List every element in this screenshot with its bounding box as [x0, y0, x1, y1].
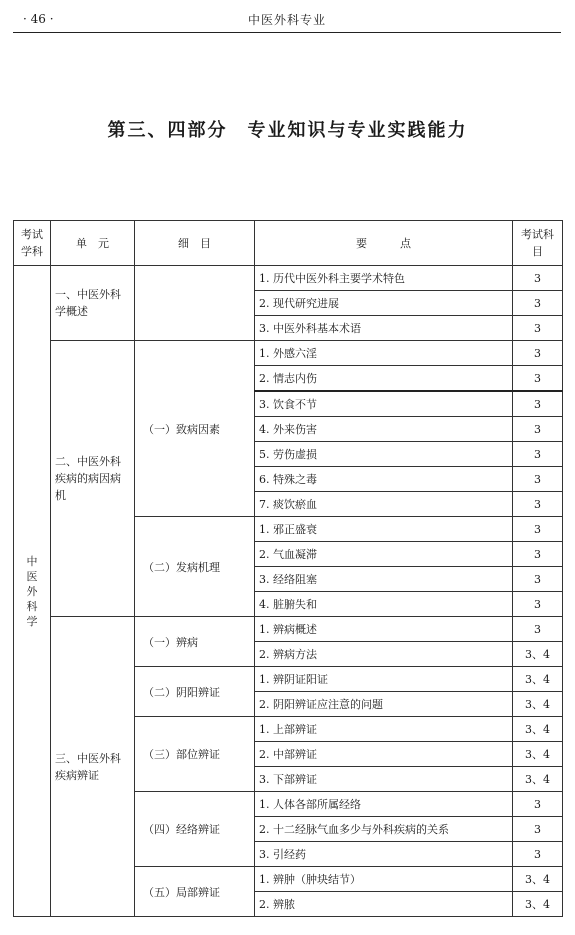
point-cell: 4. 脏腑失和: [255, 592, 513, 617]
level-cell: 3、4: [513, 767, 563, 792]
level-cell: 3: [513, 592, 563, 617]
level-cell: 3: [513, 316, 563, 341]
section-title: 第三、四部分 专业知识与专业实践能力: [107, 120, 468, 141]
point-cell: 2. 辨病方法: [255, 642, 513, 667]
point-cell: 1. 邪正盛衰: [255, 517, 513, 542]
level-cell: 3: [513, 291, 563, 316]
level-cell: 3: [513, 492, 563, 517]
level-cell: 3: [513, 542, 563, 567]
level-cell: 3: [513, 842, 563, 867]
point-cell: 3. 引经药: [255, 842, 513, 867]
header-unit: 单 元: [51, 221, 135, 266]
table-row: [14, 341, 563, 366]
point-cell: 1. 上部辨证: [255, 717, 513, 742]
point-cell: 7. 痰饮瘀血: [255, 492, 513, 517]
detail-cell: （一）致病因素: [135, 341, 255, 517]
detail-cell: （一）辨病: [135, 617, 255, 667]
detail-cell: （五）局部辨证: [135, 867, 255, 917]
header-subject: 考试学科: [14, 221, 51, 266]
point-cell: 3. 经络阻塞: [255, 567, 513, 592]
table-header-row: [14, 221, 563, 266]
point-cell: 6. 特殊之毒: [255, 467, 513, 492]
unit-cell: 一、中医外科学概述: [51, 266, 135, 341]
point-cell: 2. 气血凝滞: [255, 542, 513, 567]
level-cell: 3、4: [513, 717, 563, 742]
level-cell: 3: [513, 341, 563, 366]
detail-cell: （二）阴阳辨证: [135, 667, 255, 717]
level-cell: 3: [513, 266, 563, 291]
header-points: 要 点: [255, 221, 513, 266]
point-cell: 1. 外感六淫: [255, 341, 513, 366]
level-cell: 3、4: [513, 742, 563, 767]
page-number: · 46 ·: [23, 12, 54, 26]
level-cell: 3、4: [513, 867, 563, 892]
point-cell: 1. 辨肿（肿块结节）: [255, 867, 513, 892]
point-cell: 4. 外来伤害: [255, 417, 513, 442]
level-cell: 3: [513, 442, 563, 467]
header-level: 考试科目: [513, 221, 563, 266]
level-cell: 3: [513, 517, 563, 542]
point-cell: 1. 辨阴证阳证: [255, 667, 513, 692]
point-cell: 3. 下部辨证: [255, 767, 513, 792]
detail-cell: （四）经络辨证: [135, 792, 255, 867]
subject-cell: [14, 266, 51, 917]
point-cell: 1. 历代中医外科主要学术特色: [255, 266, 513, 291]
header-detail: 细 目: [135, 221, 255, 266]
detail-cell: [135, 266, 255, 341]
level-cell: 3: [513, 567, 563, 592]
point-cell: 3. 中医外科基本术语: [255, 316, 513, 341]
point-cell: 2. 现代研究进展: [255, 291, 513, 316]
level-cell: 3: [513, 417, 563, 442]
point-cell: 5. 劳伤虚损: [255, 442, 513, 467]
level-cell: 3: [513, 467, 563, 492]
syllabus-table: [13, 220, 563, 917]
level-cell: 3、4: [513, 667, 563, 692]
unit-cell: 三、中医外科疾病辨证: [51, 617, 135, 917]
point-cell: 2. 中部辨证: [255, 742, 513, 767]
point-cell: 2. 情志内伤: [255, 366, 513, 392]
detail-cell: （二）发病机理: [135, 517, 255, 617]
point-cell: 3. 饮食不节: [255, 391, 513, 417]
level-cell: 3: [513, 391, 563, 417]
level-cell: 3、4: [513, 692, 563, 717]
level-cell: 3、4: [513, 642, 563, 667]
point-cell: 1. 人体各部所属经络: [255, 792, 513, 817]
level-cell: 3: [513, 817, 563, 842]
running-title: 中医外科专业: [247, 13, 326, 27]
unit-cell: 二、中医外科疾病的病因病机: [51, 341, 135, 617]
level-cell: 3: [513, 792, 563, 817]
point-cell: 2. 辨脓: [255, 892, 513, 917]
table-row: [14, 617, 563, 642]
point-cell: 1. 辨病概述: [255, 617, 513, 642]
level-cell: 3: [513, 366, 563, 392]
subject-label: 中医外科学: [26, 554, 38, 628]
page-header: [13, 8, 561, 33]
point-cell: 2. 阴阳辨证应注意的问题: [255, 692, 513, 717]
point-cell: 2. 十二经脉气血多少与外科疾病的关系: [255, 817, 513, 842]
level-cell: 3: [513, 617, 563, 642]
level-cell: 3、4: [513, 892, 563, 917]
table-row: [14, 266, 563, 291]
detail-cell: （三）部位辨证: [135, 717, 255, 792]
